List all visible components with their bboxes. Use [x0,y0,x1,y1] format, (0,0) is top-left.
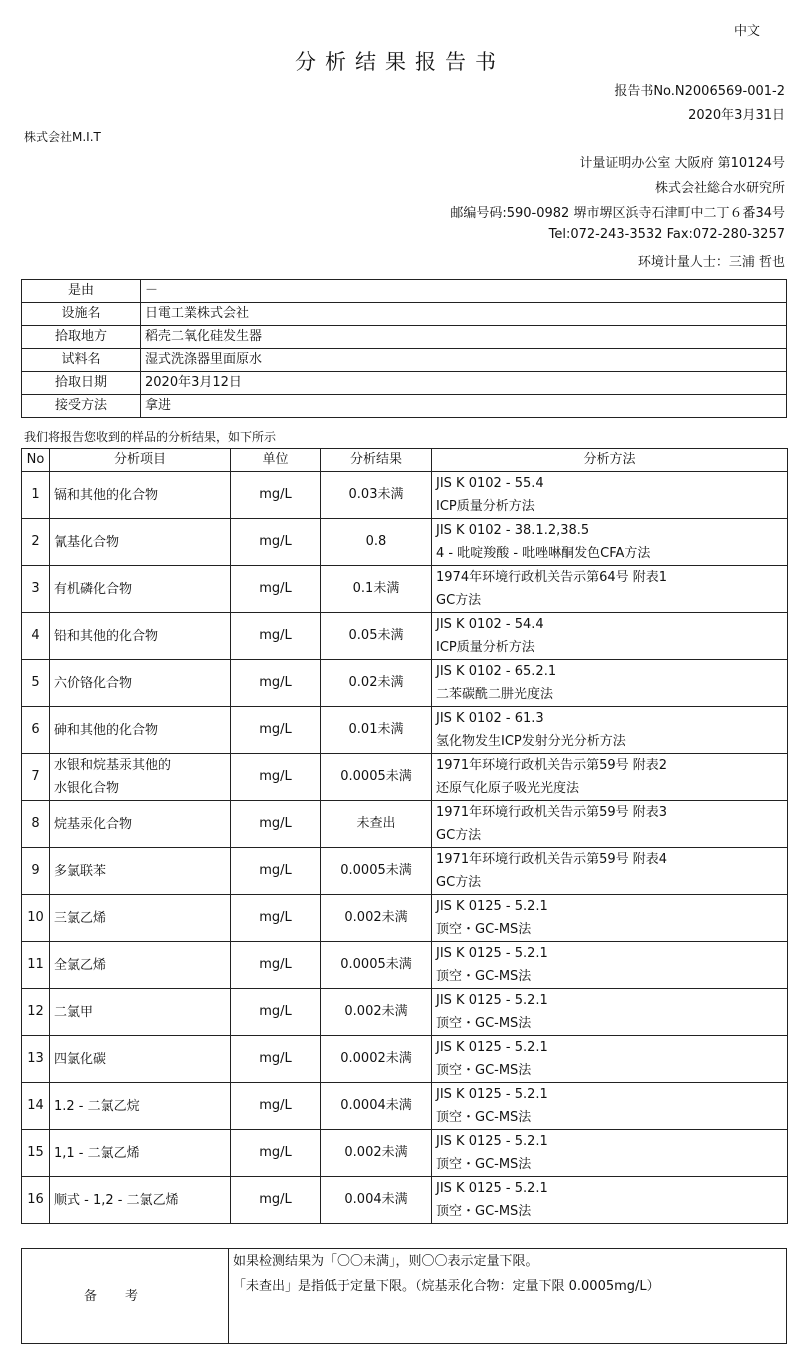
analysis-item [50,895,231,942]
item-name: 全氯乙烯 [54,957,107,973]
analysis-item [50,660,231,707]
method-line-2: GC方法 [436,875,482,890]
method-line-2: 顶空・GC-MS法 [436,1204,532,1219]
method-line-2: 顶空・GC-MS法 [436,922,532,937]
result-value: 0.05未满 [321,613,432,660]
client-name: 株式会社M.I.T [24,130,101,144]
method-line-1: JIS K 0102 - 65.2.1 [436,664,557,679]
analysis-item [50,1083,231,1130]
analysis-item [50,848,231,895]
item-name: 1,1 - 二氯乙烯 [54,1145,140,1161]
method-line-2: 顶空・GC-MS法 [436,1157,532,1172]
item-name: 烷基汞化合物 [54,816,133,832]
analysis-item [50,613,231,660]
analysis-method [432,472,788,519]
unit: mg/L [231,942,321,989]
table-row [22,519,788,566]
item-name: 氰基化合物 [54,534,120,550]
unit: mg/L [231,472,321,519]
issuer-contact: Tel:072-243-3532 Fax:072-280-3257 [548,227,785,242]
info-row [22,395,787,418]
analysis-method [432,895,788,942]
results-table [21,448,788,1224]
analysis-method [432,1036,788,1083]
table-row [22,754,788,801]
remarks-line-2: 「未查出」是指低于定量下限。（烷基汞化合物：定量下限 0.0005mg/L） [233,1279,660,1294]
row-no: 7 [22,754,50,801]
header-unit: 单位 [231,449,321,472]
method-line-2: 顶空・GC-MS法 [436,1063,532,1078]
table-row [22,1083,788,1130]
info-row [22,280,787,303]
row-no: 15 [22,1130,50,1177]
method-line-2: GC方法 [436,828,482,843]
unit: mg/L [231,754,321,801]
result-value: 0.002未满 [321,989,432,1036]
language-label: 中文 [733,24,760,39]
item-name: 有机磷化合物 [54,581,133,597]
info-row [22,372,787,395]
header-method: 分析方法 [432,449,788,472]
result-value: 0.0005未满 [321,754,432,801]
result-value: 0.01未满 [321,707,432,754]
analysis-item [50,566,231,613]
info-value: 拿进 [141,395,787,418]
header-no: No [22,449,50,472]
remarks-label: 备考 [22,1249,229,1344]
item-name: 多氯联苯 [54,863,107,879]
remarks-row [22,1249,787,1344]
analysis-method [432,519,788,566]
row-no: 13 [22,1036,50,1083]
issuer-address: 邮编号码:590-0982 堺市堺区浜寺石津町中二丁６番34号 [450,206,785,221]
analysis-method [432,801,788,848]
unit: mg/L [231,566,321,613]
method-line-2: 氢化物发生ICP发射分光分析方法 [436,734,626,749]
analysis-method [432,1177,788,1224]
unit: mg/L [231,707,321,754]
info-row [22,349,787,372]
unit: mg/L [231,1036,321,1083]
row-no: 5 [22,660,50,707]
result-value: 0.0005未满 [321,942,432,989]
method-line-1: JIS K 0102 - 38.1.2,38.5 [436,523,590,538]
unit: mg/L [231,613,321,660]
item-name: 砷和其他的化合物 [54,722,159,738]
unit: mg/L [231,519,321,566]
table-row [22,1177,788,1224]
analysis-method [432,942,788,989]
info-label: 接受方法 [22,395,141,418]
unit: mg/L [231,1177,321,1224]
info-label: 是由 [22,280,141,303]
table-row [22,1036,788,1083]
info-value: 2020年3月12日 [141,372,787,395]
analysis-item [50,754,231,801]
issuer-company: 株式会社総合水研究所 [654,181,785,196]
analysis-method [432,1083,788,1130]
method-line-2: ICP质量分析方法 [436,640,535,655]
result-value: 0.004未满 [321,1177,432,1224]
row-no: 8 [22,801,50,848]
method-line-2: 顶空・GC-MS法 [436,1110,532,1125]
page-title: 分析结果报告书 [295,50,505,74]
info-value: 湿式洗涤器里面原水 [141,349,787,372]
issuer-registration: 计量证明办公室 大阪府 第10124号 [579,156,785,171]
unit: mg/L [231,895,321,942]
row-no: 14 [22,1083,50,1130]
method-line-1: 1971年环境行政机关告示第59号 附表3 [436,805,668,820]
info-label: 拾取地方 [22,326,141,349]
analysis-method [432,566,788,613]
item-name: 顺式 - 1,2 - 二氯乙烯 [54,1192,179,1208]
info-row [22,326,787,349]
info-label: 设施名 [22,303,141,326]
analysis-method [432,660,788,707]
info-label: 拾取日期 [22,372,141,395]
result-value: 0.0005未满 [321,848,432,895]
method-line-2: 二苯碳酰二肼光度法 [436,687,554,702]
table-row [22,707,788,754]
row-no: 12 [22,989,50,1036]
report-date: 2020年3月31日 [688,108,785,123]
intro-text: 我们将报告您收到的样品的分析结果，如下所示 [24,430,277,444]
row-no: 9 [22,848,50,895]
method-line-1: JIS K 0125 - 5.2.1 [436,1134,548,1149]
table-row [22,989,788,1036]
method-line-2: 还原气化原子吸光光度法 [436,781,580,796]
row-no: 10 [22,895,50,942]
analysis-item [50,519,231,566]
analysis-method [432,1130,788,1177]
method-line-1: JIS K 0125 - 5.2.1 [436,899,548,914]
result-value: 0.03未满 [321,472,432,519]
table-row [22,472,788,519]
analysis-item [50,989,231,1036]
info-value: 日電工業株式会社 [141,303,787,326]
info-value: － [141,280,787,303]
method-line-1: 1974年环境行政机关告示第64号 附表1 [436,570,668,585]
table-row [22,1130,788,1177]
row-no: 4 [22,613,50,660]
table-row [22,942,788,989]
method-line-2: 顶空・GC-MS法 [436,1016,532,1031]
item-name: 三氯乙烯 [54,910,107,926]
method-line-2: ICP质量分析方法 [436,499,535,514]
info-value: 稻壳二氧化硅发生器 [141,326,787,349]
analysis-item [50,1130,231,1177]
table-row [22,895,788,942]
method-line-1: 1971年环境行政机关告示第59号 附表4 [436,852,668,867]
remarks-content [229,1249,787,1344]
row-no: 3 [22,566,50,613]
method-line-2: 顶空・GC-MS法 [436,969,532,984]
analysis-method [432,613,788,660]
analysis-method [432,848,788,895]
table-row [22,848,788,895]
item-name: 镉和其他的化合物 [54,487,159,503]
remarks-table [21,1248,787,1344]
unit: mg/L [231,1083,321,1130]
results-header-row [22,449,788,472]
result-value: 未查出 [321,801,432,848]
remarks-line-1: 如果检测结果为「〇〇未满」，则〇〇表示定量下限。 [233,1254,539,1269]
row-no: 16 [22,1177,50,1224]
item-name: 水银和烷基汞其他的 [54,758,172,773]
method-line-2: GC方法 [436,593,482,608]
analysis-item [50,1177,231,1224]
unit: mg/L [231,660,321,707]
info-label: 试料名 [22,349,141,372]
method-line-1: JIS K 0125 - 5.2.1 [436,946,548,961]
analysis-item [50,707,231,754]
issuer-measurer: 环境计量人士：三浦 哲也 [637,255,785,270]
method-line-1: JIS K 0125 - 5.2.1 [436,1181,548,1196]
row-no: 11 [22,942,50,989]
sample-info-table [21,279,787,418]
report-number: 报告书No.N2006569-001-2 [614,84,785,99]
item-name: 六价铬化合物 [54,675,133,691]
method-line-2: 4 - 吡啶羧酸 - 吡唑啉酮发色CFA方法 [436,546,651,561]
analysis-method [432,754,788,801]
table-row [22,660,788,707]
analysis-item [50,472,231,519]
item-name-line-2: 水银化合物 [54,781,120,796]
unit: mg/L [231,989,321,1036]
method-line-1: JIS K 0102 - 54.4 [436,617,544,632]
result-value: 0.02未满 [321,660,432,707]
row-no: 2 [22,519,50,566]
item-name: 1.2 - 二氯乙烷 [54,1098,140,1114]
result-value: 0.002未满 [321,1130,432,1177]
analysis-item [50,801,231,848]
result-value: 0.1未满 [321,566,432,613]
unit: mg/L [231,848,321,895]
result-value: 0.8 [321,519,432,566]
method-line-1: JIS K 0125 - 5.2.1 [436,1040,548,1055]
item-name: 四氯化碳 [54,1051,107,1067]
table-row [22,613,788,660]
analysis-item [50,942,231,989]
unit: mg/L [231,801,321,848]
row-no: 6 [22,707,50,754]
analysis-item [50,1036,231,1083]
item-name: 二氯甲 [54,1004,94,1020]
row-no: 1 [22,472,50,519]
analysis-method [432,707,788,754]
result-value: 0.0004未满 [321,1083,432,1130]
method-line-1: 1971年环境行政机关告示第59号 附表2 [436,758,668,773]
header-result: 分析结果 [321,449,432,472]
header-item: 分析项目 [50,449,231,472]
method-line-1: JIS K 0125 - 5.2.1 [436,1087,548,1102]
table-row [22,566,788,613]
method-line-1: JIS K 0125 - 5.2.1 [436,993,548,1008]
item-name: 铅和其他的化合物 [54,628,159,644]
method-line-1: JIS K 0102 - 55.4 [436,476,544,491]
result-value: 0.0002未满 [321,1036,432,1083]
method-line-1: JIS K 0102 - 61.3 [436,711,544,726]
info-row [22,303,787,326]
result-value: 0.002未满 [321,895,432,942]
table-row [22,801,788,848]
unit: mg/L [231,1130,321,1177]
analysis-method [432,989,788,1036]
